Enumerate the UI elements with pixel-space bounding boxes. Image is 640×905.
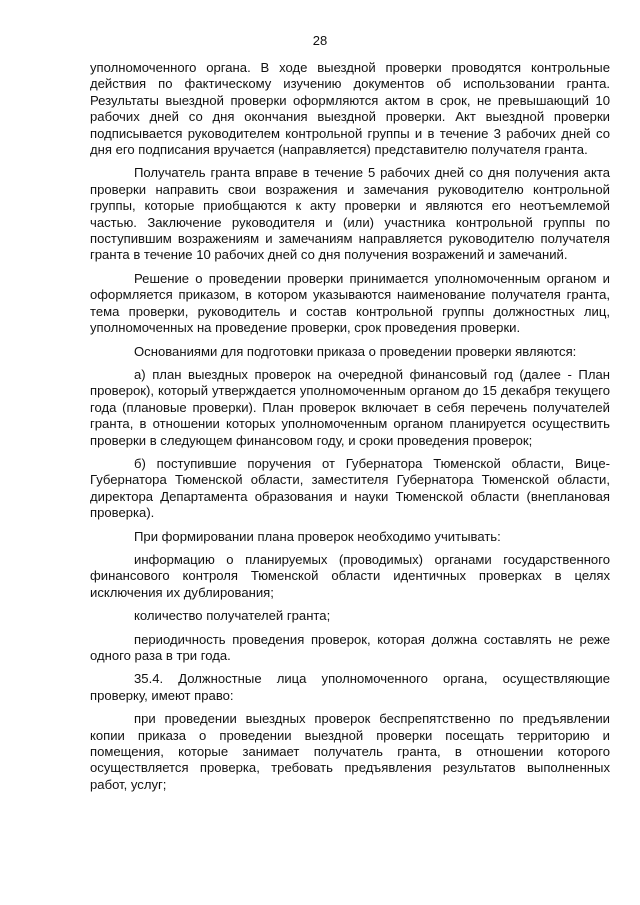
paragraph-plan-item-3: периодичность проведения проверок, которая должна составлять не реже одного раза в три года. [90,631,610,663]
paragraph-plan-item-1: информацию о планируемых (проводимых) органами государственного финансового контроля Тюменской области идентичных проверках в целях исключения их дублирования; [90,551,610,600]
page-number: 28 [312,33,328,48]
paragraph-decision: Решение о проведении проверки принимается уполномоченным органом и оформляется приказом, в котором указываются наименование получателя гранта, тема проверки, руководитель и состав контрольной группы должностных лиц, уполномоченных на проведение проверки, срок проведения проверки. [90,270,610,336]
paragraph-inspection-result: уполномоченного органа. В ходе выездной проверки проводятся контрольные действия по фактическому изучению документов об использовании гранта. Результаты выездной проверки оформляются актом в срок, не превышающий 10 рабочих дней со дня окончания выездной проверки. Акт выездной проверки подписывается руководителем контрольной группы и в течение 3 рабочих дней со дня его подписания вручается (направляется) представителю получателя гранта. [90,60,610,158]
paragraph-plan-item-2: количество получателей гранта; [134,608,331,624]
paragraph-rights-item-1: при проведении выездных проверок беспрепятственно по предъявлении копии приказа о проведении выездной проверки посещать территорию и помещения, которые занимает получатель гранта, в отношении которого осуществляется проверка, требовать предъявления результатов выполненных работ, услуг; [90,711,610,792]
paragraph-objections: Получатель гранта вправе в течение 5 рабочих дней со дня получения акта проверки направить свои возражения и замечания руководителю контрольной группы, которые приобщаются к акту проверки и являются его неотъемлемой частью. Заключение руководителя и (или) участника контрольной группы по поступившим возражениям и замечаниям направляется руководителю получателя гранта в течение 10 рабочих дней со дня получения возражений и замечаний. [90,165,610,263]
paragraph-35-4: 35.4. Должностные лица уполномоченного органа, осуществляющие проверку, имеют право: [90,671,610,703]
paragraph-grounds-b: б) поступившие поручения от Губернатора Тюменской области, Вице-Губернатора Тюменской области, заместителя Губернатора Тюменской области, директора Департамента образования и науки Тюменской области (внеплановая проверка). [90,455,610,521]
paragraph-grounds-a: а) план выездных проверок на очередной финансовый год (далее - План проверок), который утверждается уполномоченным органом до 15 декабря текущего года (плановые проверки). План проверок включает в себя перечень получателей гранта, в отношении которых уполномоченным органом планируется осуществить проверки в следующем финансовом году, и сроки проведения проверок; [90,366,610,448]
paragraph-grounds-intro: Основаниями для подготовки приказа о проведении проверки являются: [134,343,577,359]
document-body [90,60,610,800]
paragraph-plan-intro: При формировании плана проверок необходимо учитывать: [134,528,501,544]
